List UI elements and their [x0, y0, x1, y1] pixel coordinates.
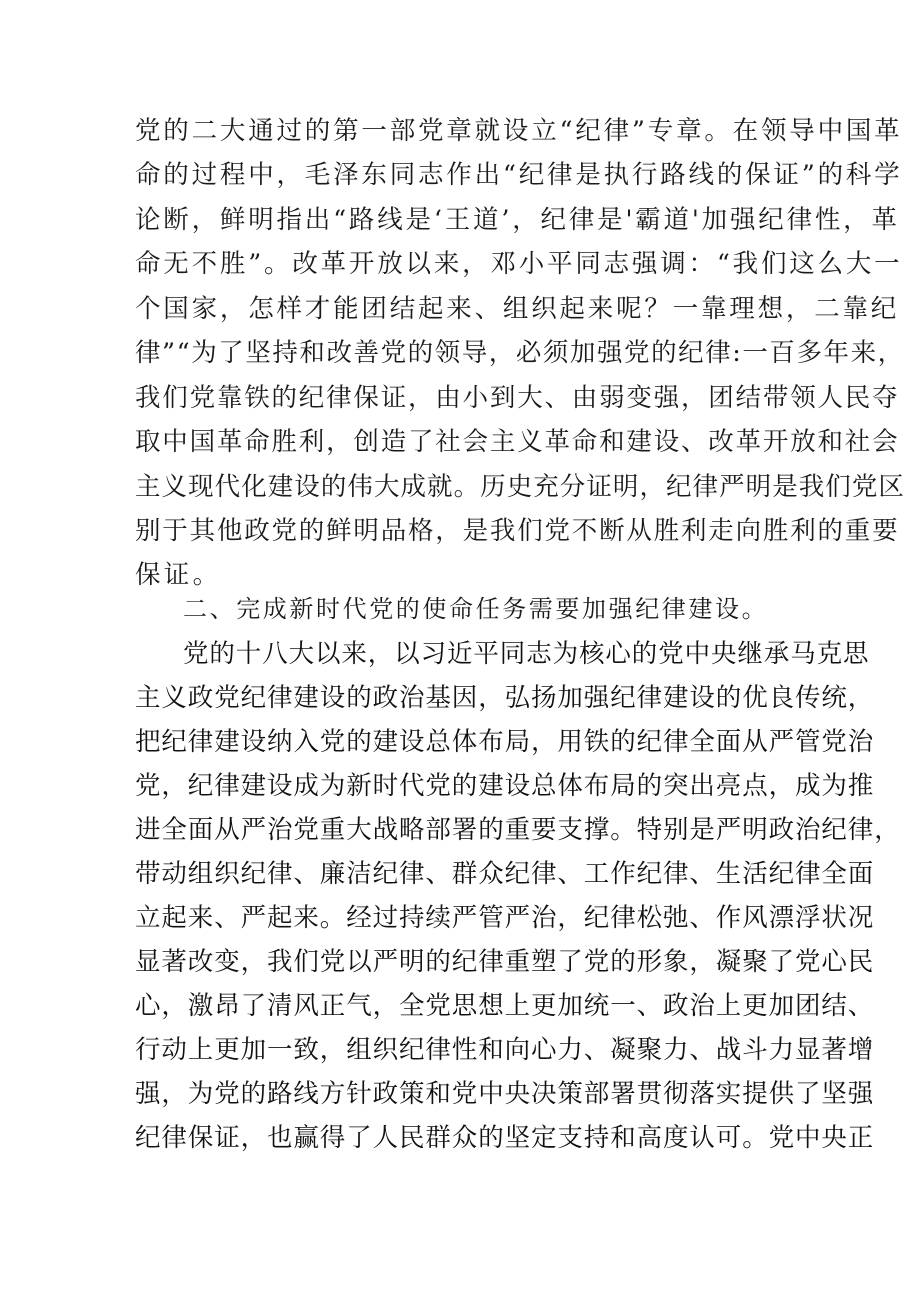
paragraph2-line: 把纪律建设纳入党的建设总体布局，用铁的纪律全面从严管党治	[135, 727, 875, 757]
paragraph1-line: 论断，鲜明指出“路线是‘王道’，纪律是'霸道'加强纪律性，革	[135, 205, 900, 235]
paragraph1-line: 保证。	[135, 560, 222, 590]
paragraph2-line: 进全面从严治党重大战略部署的重要支撑。特别是严明政治纪律，	[135, 815, 901, 845]
paragraph2-line: 显著改变，我们党以严明的纪律重塑了党的形象，凝聚了党心民	[135, 947, 875, 977]
paragraph1-line: 我们党靠铁的纪律保证，由小到大、由弱变强，团结带领人民夺	[135, 383, 900, 413]
paragraph2-line: 带动组织纪律、廉洁纪律、群众纪律、工作纪律、生活纪律全面	[135, 859, 875, 889]
paragraph1-line: 党的二大通过的第一部党章就设立“纪律”专章。在领导中国革	[135, 116, 903, 146]
paragraph1-line: 主义现代化建设的伟大成就。历史充分证明，纪律严明是我们党区	[135, 472, 905, 502]
section-heading: 二、完成新时代党的使命任务需要加强纪律建设。	[183, 595, 769, 623]
paragraph1-line: 律”“为了坚持和改善党的领导，必须加强党的纪律:一百多年来，	[135, 338, 905, 368]
paragraph2-line: 强，为党的路线方针政策和党中央决策部署贯彻落实提供了坚强	[135, 1079, 875, 1109]
paragraph2-line: 行动上更加一致，组织纪律性和向心力、凝聚力、战斗力显著增	[135, 1035, 875, 1065]
paragraph2-line: 主义政党纪律建设的政治基因，弘扬加强纪律建设的优良传统，	[135, 683, 875, 713]
paragraph1-line: 别于其他政党的鲜明品格，是我们党不断从胜利走向胜利的重要	[135, 516, 900, 546]
paragraph1-line: 个国家，怎样才能团结起来、组织起来呢？一靠理想，二靠纪	[135, 294, 900, 324]
paragraph2-line: 纪律保证，也赢得了人民群众的坚定支持和高度认可。党中央正	[135, 1123, 875, 1153]
paragraph2-line: 心，激昂了清风正气，全党思想上更加统一、政治上更加团结、	[135, 991, 875, 1021]
paragraph1-line: 取中国革命胜利，创造了社会主义革命和建设、改革开放和社会	[135, 427, 900, 457]
paragraph2-line: 党的十八大以来，以习近平同志为核心的党中央继承马克思	[183, 639, 870, 669]
paragraph2-line: 党，纪律建设成为新时代党的建设总体布局的突出亮点，成为推	[135, 771, 875, 801]
paragraph1-line: 命无不胜”。改革开放以来，邓小平同志强调：“我们这么大一	[135, 249, 903, 279]
paragraph2-line: 立起来、严起来。经过持续严管严治，纪律松弛、作风漂浮状况	[135, 903, 875, 933]
paragraph1-line: 命的过程中，毛泽东同志作出“纪律是执行路线的保证”的科学	[135, 160, 903, 190]
